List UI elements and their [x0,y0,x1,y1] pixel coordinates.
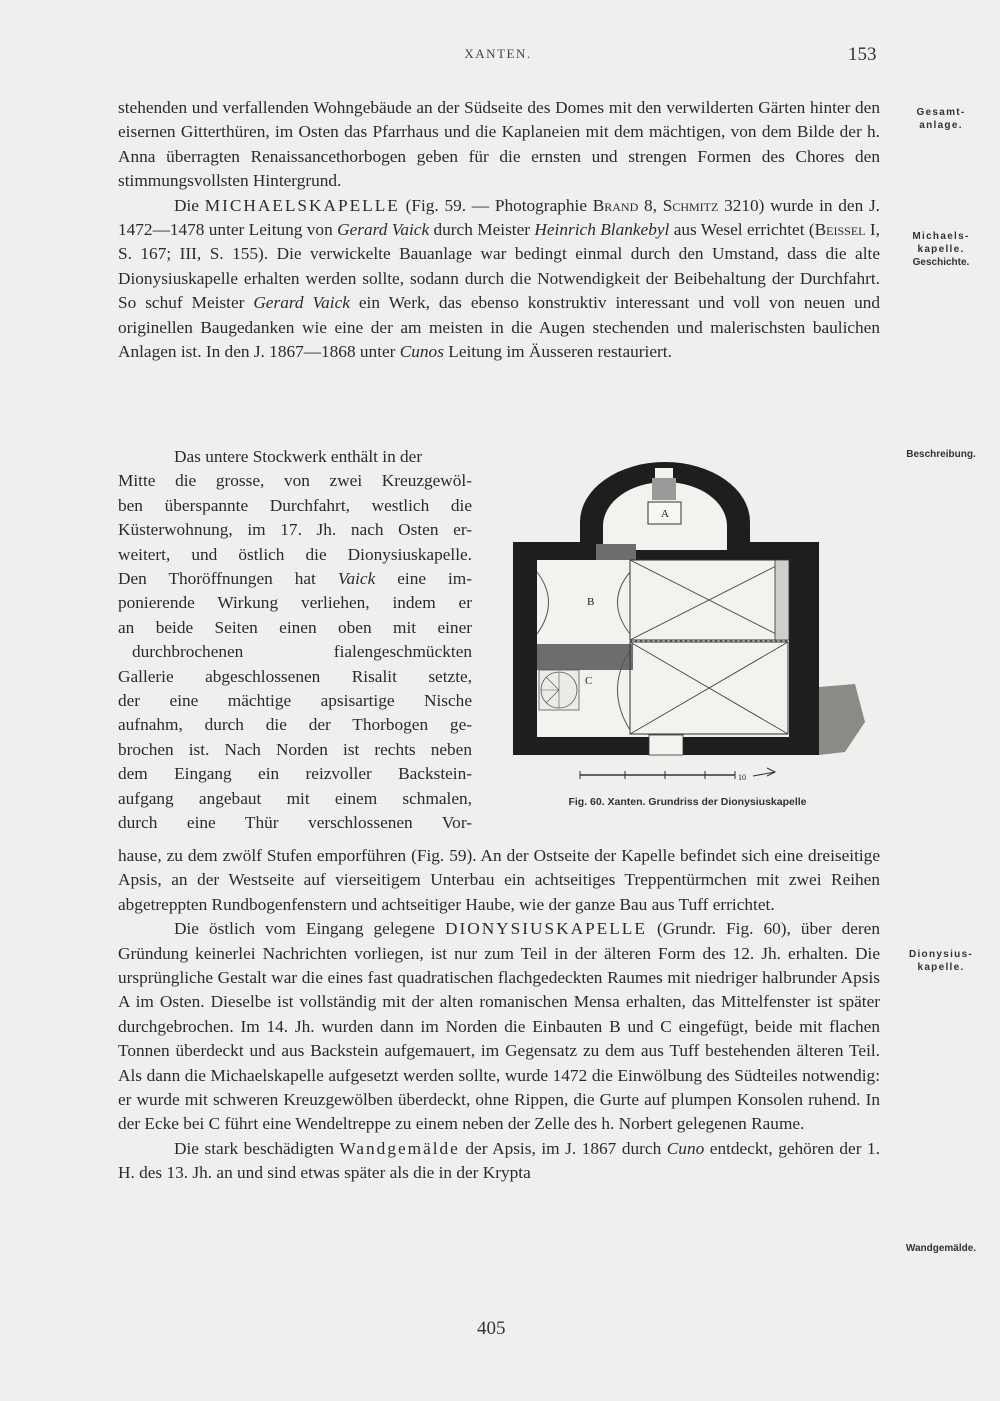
label-a: A [661,508,669,520]
text-line: aufnahm, durch die der Thorbogen ge- [118,715,472,735]
text-line: durchbrochenen fialengeschmückten [132,642,472,662]
text-line: brochen ist. Nach Norden ist rechts neben [118,739,472,759]
text-line: Küsterwohnung, im 17. Jh. nach Osten er- [118,520,472,540]
text-line: an beide Seiten einen oben mit einer [118,617,472,637]
paragraph-3-wrapped [118,445,472,836]
margin-note-beschreibung: Beschreibung. [906,449,976,460]
floor-plan-drawing [505,462,870,797]
text-line: Gallerie abgeschlossenen Risalit setzte, [118,666,472,686]
figure-caption: Fig. 60. Xanten. Grundriss der Dionysiuskapelle [568,796,807,808]
text-line: Mitte die grosse, von zwei Kreuzgewöl- [118,471,472,491]
margin-note-gesamtanlage: Gesamt- anlage. [916,107,966,131]
body-text-top [118,96,880,364]
text-line: ben überspannte Durchfahrt, westlich die [118,495,472,515]
text-line: dem Eingang ein reizvoller Backstein- [118,764,472,784]
term-wandgemaelde: Wandgemälde [339,1138,460,1158]
margin-note-dionysiuskapelle: Dionysius- kapelle. [908,949,974,973]
page-number-top: 153 [848,44,877,65]
paragraph-5: Die stark beschädigten Wandgemälde der Apsis, im J. 1867 durch Cuno entdeckt, gehören der 1. H. des 13. Jh. an und sind etwas später als die in der Krypta [118,1138,881,1183]
text-line: Das untere Stockwerk enthält in der [174,447,423,466]
text-line: weitert, und östlich die Dionysiuskapelle. [118,544,472,564]
label-b: B [587,596,595,608]
scale-end-label: 10 [738,773,746,782]
paragraph-1: stehenden und verfallenden Wohngebäude an der Südseite des Domes mit den verwilderten Gärten hinter den eisernen Gitterthüren, im Osten das Pfarrhaus und die Kaplaneien mit dem mächtigen, von dem Bilde der h. Anna überragten Renaissancethorbogen geben für die ernsten und strengen Formen des Chores den stimmungsvollsten Hintergrund. [118,98,880,191]
paragraph-4: Die östlich vom Eingang gelegene DIONYSIUSKAPELLE (Grundr. Fig. 60), über deren Gründung keinerlei Nachrichten vorliegen, ist nur zum Teil in der älteren Form des 12. Jh. erhalten. Die ursprüngliche Gestalt war die eines fast quadratischen flachgedeckten Raumes mit niedriger halbrunder Apsis A im Osten. Dieselbe ist vollständig mit der alten romanischen Mensa erhalten, das Mittelfenster ist später durchgebrochen. Im 14. Jh. wurden dann im Norden die Einbauten B und C eingefügt, beide mit flachen Tonnen überdeckt und aus Backstein aufgemauert, im Gegensatz zu dem aus Tuff bestehenden älteren Teil. Als dann die Michaelskapelle aufgesetzt werden sollte, wurde 1472 die Einwölbung des Südteiles notwendig: er wurde mit schweren Kreuzgewölben überdeckt, ohne Rippen, die Gurte auf plumpen Konsolen ruhend. In der Ecke bei C führt eine Wendeltreppe zu einem neben der Zelle des h. Norbert gelegenen Raume. [118,919,880,1134]
margin-note-michaelskapelle: Michaels- kapelle. Geschichte. [912,231,970,268]
text-line: aufgang angebaut mit einem schmalen, [118,788,472,808]
text-line: der eine mächtige apsisartige Nische [118,691,472,711]
body-text-bottom [118,844,880,1186]
paragraph-3-continued: hause, zu dem zwölf Stufen emporführen (Fig. 59). An der Ostseite der Kapelle befindet sich eine dreiseitige Apsis, an der Westseite auf vierseitigem Unterbau ein achtseitiges Treppentürmchen mit zwei Reihen abgetreppten Rundbogenfenstern und achtseitiger Haube, wie der ganze Bau aus Tuff errichtet. [118,846,880,914]
label-c: C [585,675,593,687]
text-line: Den Thoröffnungen hat Vaick eine im- [118,569,472,589]
text-line: ponierende Wirkung verliehen, indem er [118,593,472,613]
running-head: XANTEN. [464,46,532,61]
margin-note-wandgemaelde: Wandgemälde. [905,1243,977,1254]
paragraph-2: Die MICHAELSKAPELLE (Fig. 59. — Photographie Brand 8, Schmitz 3210) wurde in den J. 1472—1478 unter Leitung von Gerard Vaick durch Meister Heinrich Blankebyl aus Wesel errichtet (Beissel I, S. 167; III, S. 155). Die verwickelte Bauanlage war bedingt einmal durch den Umstand, dass die alte Dionysiuskapelle erhalten werden sollte, sodann durch die Notwendigkeit der Beibehaltung der Durchfahrt. So schuf Meister Gerard Vaick ein Werk, das ebenso konstruktiv interessant und voll von neuen und originellen Baugedanken wie eine der am meisten in die Augen stechenden und malerischsten baulichen Anlagen ist. In den J. 1867—1868 unter Cunos Leitung im Äusseren restauriert. [118,195,880,362]
term-dionysiuskapelle: DIONYSIUSKAPELLE [444,919,647,939]
floor-plan-figure [505,462,870,812]
term-michaelskapelle: MICHAELSKAPELLE [204,195,400,215]
page-number-bottom: 405 [477,1318,506,1339]
text-line: durch eine Thür verschlossenen Vor- [118,813,472,833]
